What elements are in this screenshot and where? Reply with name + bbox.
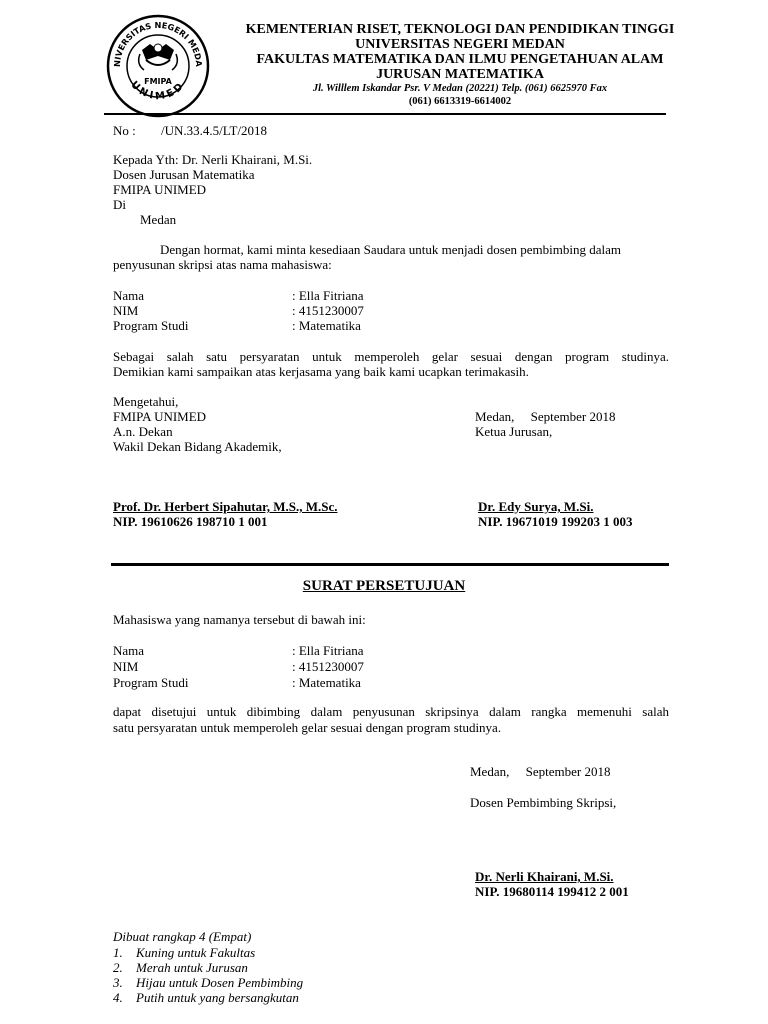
field-label-program: Program Studi <box>113 318 189 333</box>
field-value-nim: : 4151230007 <box>292 303 364 318</box>
right-signatory-name: Dr. Edy Surya, M.Si. <box>478 499 594 514</box>
copies-item-text-1: Kuning untuk Fakultas <box>136 945 256 960</box>
addressee-line5: Medan <box>140 212 177 227</box>
copies-item-text-3: Hijau untuk Dosen Pembimbing <box>136 975 304 990</box>
header-ministry: KEMENTERIAN RISET, TEKNOLOGI DAN PENDIDIKAN TINGGI <box>245 22 675 37</box>
supervisor-nip: NIP. 19680114 199412 2 001 <box>475 884 629 899</box>
copies-item-text-2: Merah untuk Jurusan <box>136 960 248 975</box>
addressee-line1: Kepada Yth: Dr. Nerli Khairani, M.Si. <box>113 152 313 167</box>
approval-label-nim: NIM <box>113 659 139 674</box>
header-address-line2: (061) 6613319-6614002 <box>408 96 512 107</box>
request-paragraph-line1: Dengan hormat, kami minta kesediaan Saudara untuk menjadi dosen pembimbing dalam <box>160 242 622 257</box>
header-department: JURUSAN MATEMATIKA <box>376 67 544 82</box>
request-paragraph-line2: penyusunan skripsi atas nama mahasiswa: <box>113 257 332 272</box>
left-signatory-nip: NIP. 19610626 198710 1 001 <box>113 514 268 529</box>
header-faculty: FAKULTAS MATEMATIKA DAN ILMU PENGETAHUAN ALAM <box>256 52 664 67</box>
copies-note-title: Dibuat rangkap 4 (Empat) <box>113 929 252 944</box>
addressee-line2: Dosen Jurusan Matematika <box>113 167 255 182</box>
logo-bottom-text: UNIMED <box>128 79 188 103</box>
closing-paragraph-line1: Sebagai salah satu persyaratan untuk memperoleh gelar sesuai dengan program studinya. <box>113 349 669 364</box>
approval-title: SURAT PERSETUJUAN <box>302 578 466 594</box>
left-sign-line2: FMIPA UNIMED <box>113 409 207 424</box>
left-sign-line4: Wakil Dekan Bidang Akademik, <box>113 439 282 454</box>
copies-item-num-1: 1. <box>113 945 123 960</box>
letter-number-value: /UN.33.4.5/LT/2018 <box>161 123 268 138</box>
left-sign-line3: A.n. Dekan <box>113 424 173 439</box>
approval-role: Dosen Pembimbing Skripsi, <box>470 795 617 810</box>
field-value-nama: : Ella Fitriana <box>292 288 364 303</box>
field-label-nim: NIM <box>113 303 139 318</box>
approval-body-line1: dapat disetujui untuk dibimbing dalam penyusunan skripsinya dalam rangka memenuhi salah <box>113 704 669 719</box>
logo-inner-label: FMIPA <box>144 77 172 86</box>
emblem-icon <box>139 44 178 70</box>
addressee-line4: Di <box>113 197 126 212</box>
approval-label-program: Program Studi <box>113 675 189 690</box>
right-sign-role: Ketua Jurusan, <box>475 424 553 439</box>
header-divider <box>104 113 666 115</box>
approval-body-line2: satu persyaratan untuk memperoleh gelar sesuai dengan program studinya. <box>113 720 502 735</box>
copies-item-text-4: Putih untuk yang bersangkutan <box>136 990 299 1005</box>
left-signatory-name: Prof. Dr. Herbert Sipahutar, M.S., M.Sc. <box>113 499 338 514</box>
letter-number-label: No : <box>113 123 136 138</box>
closing-paragraph-line2: Demikian kami sampaikan atas kerjasama yang baik kami ucapkan terimakasih. <box>113 364 529 379</box>
svg-text:UNIVERSITAS NEGERI MEDAN <box>106 14 204 68</box>
header-university: UNIVERSITAS NEGERI MEDAN <box>355 37 565 52</box>
addressee-line3: FMIPA UNIMED <box>113 182 207 197</box>
copies-item-num-2: 2. <box>113 960 123 975</box>
right-sign-place-date: Medan, September 2018 <box>475 409 616 424</box>
left-sign-line1: Mengetahui, <box>113 394 179 409</box>
field-label-nama: Nama <box>113 288 145 303</box>
copies-item-num-4: 4. <box>113 990 123 1005</box>
approval-value-nim: : 4151230007 <box>292 659 364 674</box>
header-address-line1: Jl. Willlem Iskandar Psr. V Medan (20221) Telp. (061) 6625970 Fax <box>312 83 608 94</box>
field-value-program: : Matematika <box>292 318 361 333</box>
approval-label-nama: Nama <box>113 643 145 658</box>
logo-ring-text: NIVERSITAS NEGERI MEDA <box>111 19 205 68</box>
university-seal-icon <box>106 14 210 118</box>
approval-place-date: Medan, September 2018 <box>470 764 611 779</box>
section-divider <box>111 563 669 566</box>
approval-value-program: : Matematika <box>292 675 361 690</box>
copies-item-num-3: 3. <box>113 975 123 990</box>
approval-value-nama: : Ella Fitriana <box>292 643 364 658</box>
right-signatory-nip: NIP. 19671019 199203 1 003 <box>478 514 633 529</box>
approval-intro: Mahasiswa yang namanya tersebut di bawah ini: <box>113 612 366 627</box>
supervisor-name: Dr. Nerli Khairani, M.Si. <box>475 869 614 884</box>
